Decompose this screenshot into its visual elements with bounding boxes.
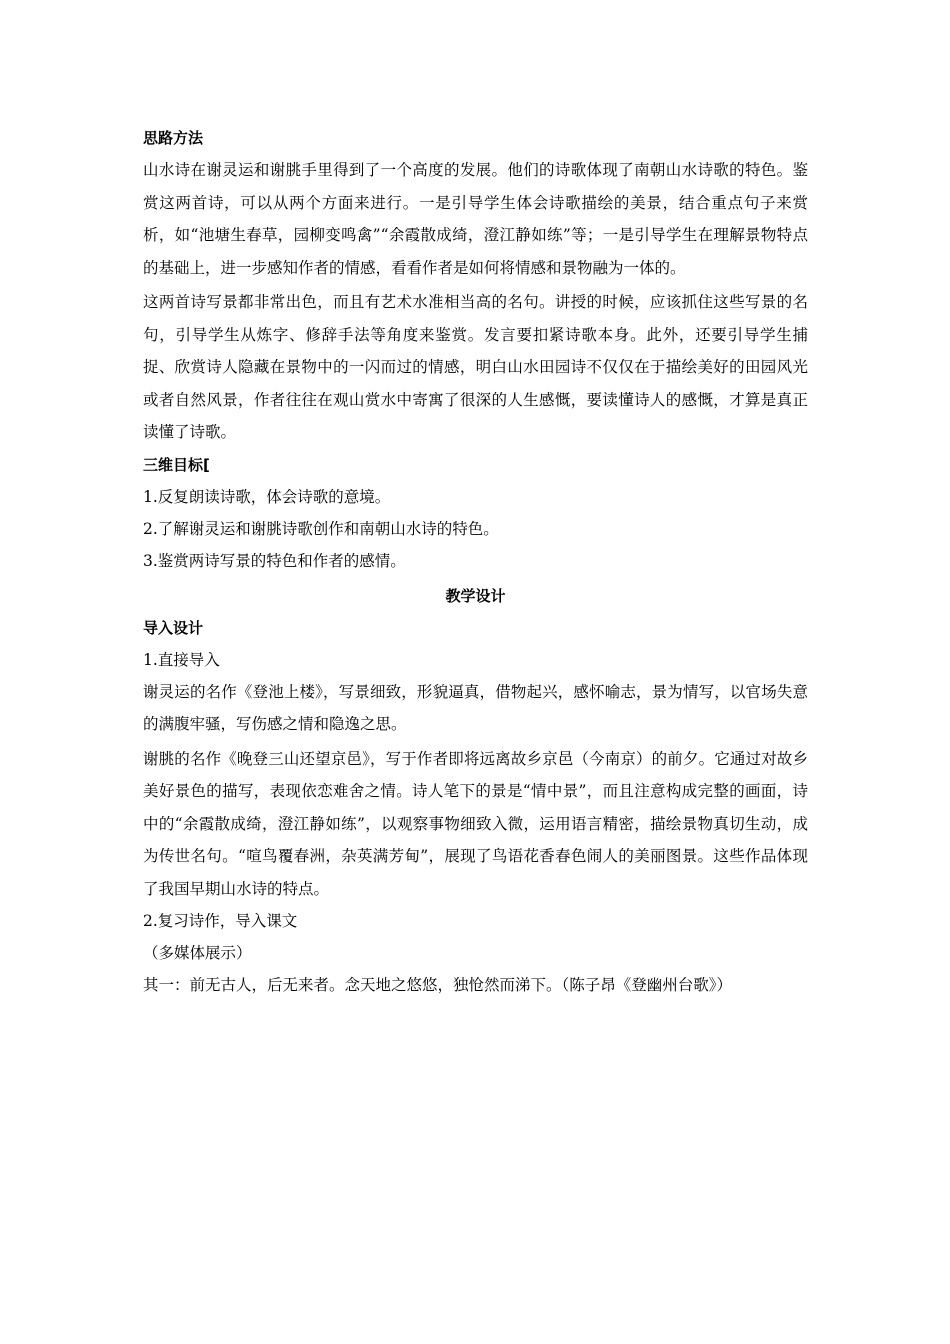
goals-heading: 三维目标[ xyxy=(143,455,210,474)
approach-paragraph-1: 山水诗在谢灵运和谢朓手里得到了一个高度的发展。他们的诗歌体现了南朝山水诗歌的特色。鉴赏这两首诗，可以从两个方面来进行。一是引导学生体会诗歌描绘的美景，结合重点句子来赏析，如“池塘生春草，园柳变鸣禽”“余霞散成绮，澄江静如练”等；一是引导学生在理解景物特点的基础上，进一步感知作者的情感，看看作者是如何将情感和景物融为一体的。 xyxy=(143,161,808,277)
design-heading: 教学设计 xyxy=(445,586,506,605)
intro-heading: 导入设计 xyxy=(143,618,204,637)
intro-item-1: 1.直接导入 xyxy=(143,650,220,669)
intro-paragraph-2: 谢朓的名作《晚登三山还望京邑》，写于作者即将远离故乡京邑（今南京）的前夕。它通过对故乡美好景色的描写，表现依恋难舍之情。诗人笔下的景是“情中景”，而且注意构成完整的画面，诗中的“余霞散成绮，澄江静如练”，以观察事物细致入微，运用语言精密，描绘景物真切生动，成为传世名句。“喧鸟覆春洲，杂英满芳甸”，展现了鸟语花香春色闹人的美丽图景。这些作品体现了我国早期山水诗的特点。 xyxy=(143,749,808,898)
approach-paragraph-2: 这两首诗写景都非常出色，而且有艺术水准相当高的名句。讲授的时候，应该抓住这些写景的名句，引导学生从炼字、修辞手法等角度来鉴赏。发言要扣紧诗歌本身。此外，还要引导学生捕捉、欣赏诗人隐藏在景物中的一闪而过的情感，明白山水田园诗不仅仅在于描绘美好的田园风光或者自然风景，作者往往在观山赏水中寄寓了很深的人生感慨，要读懂诗人的感慨，才算是真正读懂了诗歌。 xyxy=(143,293,808,441)
quote-1: 其一：前无古人，后无来者。念天地之悠悠，独怆然而涕下。（陈子昂《登幽州台歌》） xyxy=(143,976,733,994)
intro-paragraph-1: 谢灵运的名作《登池上楼》，写景细致，形貌逼真，借物起兴，感怀喻志，景为情写，以官场失意的满腹牢骚，写伤感之情和隐逸之思。 xyxy=(143,682,808,733)
goal-item-3: 3.鉴赏两诗写景的特色和作者的感情。 xyxy=(143,551,406,570)
approach-heading: 思路方法 xyxy=(143,129,204,147)
goal-item-2: 2.了解谢灵运和谢朓诗歌创作和南朝山水诗的特色。 xyxy=(143,519,499,538)
document-body xyxy=(143,122,808,1001)
multimedia-note: （多媒体展示） xyxy=(143,944,252,962)
goal-item-1: 1.反复朗读诗歌，体会诗歌的意境。 xyxy=(143,487,391,506)
intro-item-2: 2.复习诗作，导入课文 xyxy=(143,912,298,930)
